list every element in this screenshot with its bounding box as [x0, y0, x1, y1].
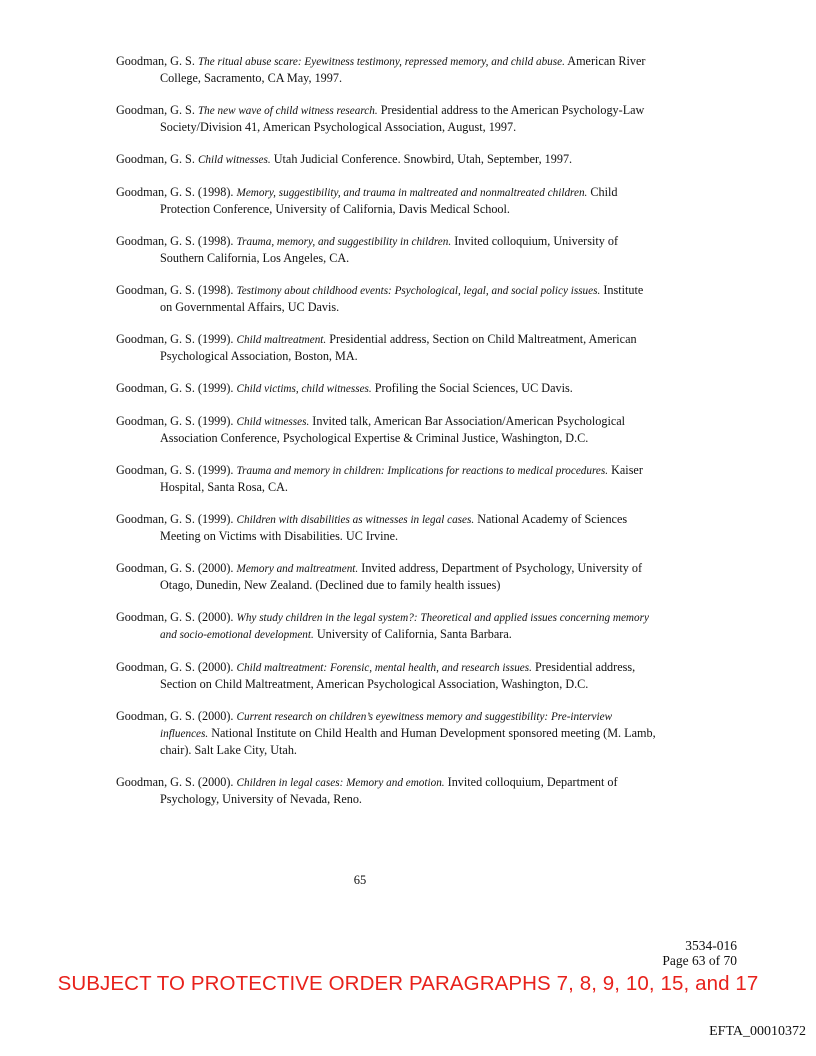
reference-title: Trauma and memory in children: Implications for reactions to medical procedures. [236, 465, 609, 477]
reference-item: Goodman, G. S. Child witnesses. Utah Judicial Conference. Snowbird, Utah, September, 1997. [116, 152, 573, 166]
reference-item: Goodman, G. S. (1999). Child witnesses. Invited talk, American Bar Association/American Psychological Association Conference, Psychological Expertise & Criminal Justice, Washington, D.C. [116, 414, 626, 445]
reference-item: Goodman, G. S. (2000). Current research on children’s eyewitness memory and suggestibility: Pre-interview influences. National Institute on Child Health and Human Development sponsored meeting (M. Lamb, chair). Salt Lake City, Utah. [116, 709, 656, 757]
reference-list [116, 53, 656, 823]
reference-title: Children with disabilities as witnesses in legal cases. [236, 514, 475, 526]
reference-title: Children in legal cases: Memory and emotion. [236, 777, 445, 789]
reference-title: Child maltreatment. [236, 334, 327, 346]
reference-title: The new wave of child witness research. [197, 105, 378, 117]
reference-item: Goodman, G. S. (1998). Memory, suggestibility, and trauma in maltreated and nonmaltreated children. Child Protection Conference, University of California, Davis Medical School. [116, 185, 618, 216]
page-of-total: Page 63 of 70 [662, 953, 737, 968]
reference-item: Goodman, G. S. (1999). Trauma and memory in children: Implications for reactions to medical procedures. Kaiser Hospital, Santa Rosa, CA. [116, 463, 643, 494]
reference-item: Goodman, G. S. (1999). Children with disabilities as witnesses in legal cases. National Academy of Sciences Meeting on Victims with Disabilities. UC Irvine. [116, 512, 628, 543]
reference-item: Goodman, G. S. (2000). Children in legal cases: Memory and emotion. Invited colloquium, Department of Psychology, University of Nevada, Reno. [116, 775, 618, 806]
reference-item: Goodman, G. S. The new wave of child witness research. Presidential address to the American Psychology-Law Society/Division 41, American Psychological Association, August, 1997. [116, 103, 645, 134]
reference-title: Trauma, memory, and suggestibility in children. [236, 236, 452, 248]
reference-item: Goodman, G. S. (1998). Testimony about childhood events: Psychological, legal, and social policy issues. Institute on Governmental Affairs, UC Davis. [116, 283, 644, 314]
reference-title: The ritual abuse scare: Eyewitness testimony, repressed memory, and child abuse. [197, 56, 565, 68]
reference-item: Goodman, G. S. (2000). Child maltreatment: Forensic, mental health, and research issues. Presidential address, Section on Child Maltreatment, American Psychological Association, Washington, D.C. [116, 660, 636, 691]
protective-order-notice: SUBJECT TO PROTECTIVE ORDER PARAGRAPHS 7, 8, 9, 10, 15, and 17 [57, 972, 759, 995]
reference-item: Goodman, G. S. (1998). Trauma, memory, and suggestibility in children. Invited colloquium, University of Southern California, Los Angeles, CA. [116, 234, 619, 265]
reference-title: Current research on children’s eyewitness memory and suggestibility: Pre-interview influences. [160, 711, 613, 740]
reference-title: Child maltreatment: Forensic, mental health, and research issues. [236, 662, 532, 674]
page-number: 65 [353, 873, 367, 887]
reference-title: Why study children in the legal system?: Theoretical and applied issues concerning memory and socio-emotional development. [160, 612, 649, 641]
document-code: 3534-016 [685, 938, 737, 953]
reference-title: Child victims, child witnesses. [236, 383, 372, 395]
reference-item: Goodman, G. S. (2000). Why study children in the legal system?: Theoretical and applied issues concerning memory and socio-emotional development. University of California, Santa Barbara. [116, 610, 649, 641]
reference-title: Child witnesses. [236, 416, 310, 428]
reference-item: Goodman, G. S. (1999). Child maltreatment. Presidential address, Section on Child Maltreatment, American Psychological Association, Boston, MA. [116, 332, 637, 363]
reference-title: Memory, suggestibility, and trauma in maltreated and nonmaltreated children. [236, 187, 588, 199]
reference-item: Goodman, G. S. (2000). Memory and maltreatment. Invited address, Department of Psychology, University of Otago, Dunedin, New Zealand. (Declined due to family health issues) [116, 561, 643, 592]
reference-title: Testimony about childhood events: Psychological, legal, and social policy issues. [236, 285, 601, 297]
reference-title: Memory and maltreatment. [236, 563, 359, 575]
reference-item: Goodman, G. S. The ritual abuse scare: Eyewitness testimony, repressed memory, and child abuse. American River College, Sacramento, CA May, 1997. [116, 54, 646, 85]
reference-item: Goodman, G. S. (1999). Child victims, child witnesses. Profiling the Social Sciences, UC Davis. [116, 381, 573, 395]
document-id-block [662, 938, 737, 968]
bates-number: EFTA_00010372 [709, 1024, 806, 1039]
reference-title: Child witnesses. [197, 154, 271, 166]
